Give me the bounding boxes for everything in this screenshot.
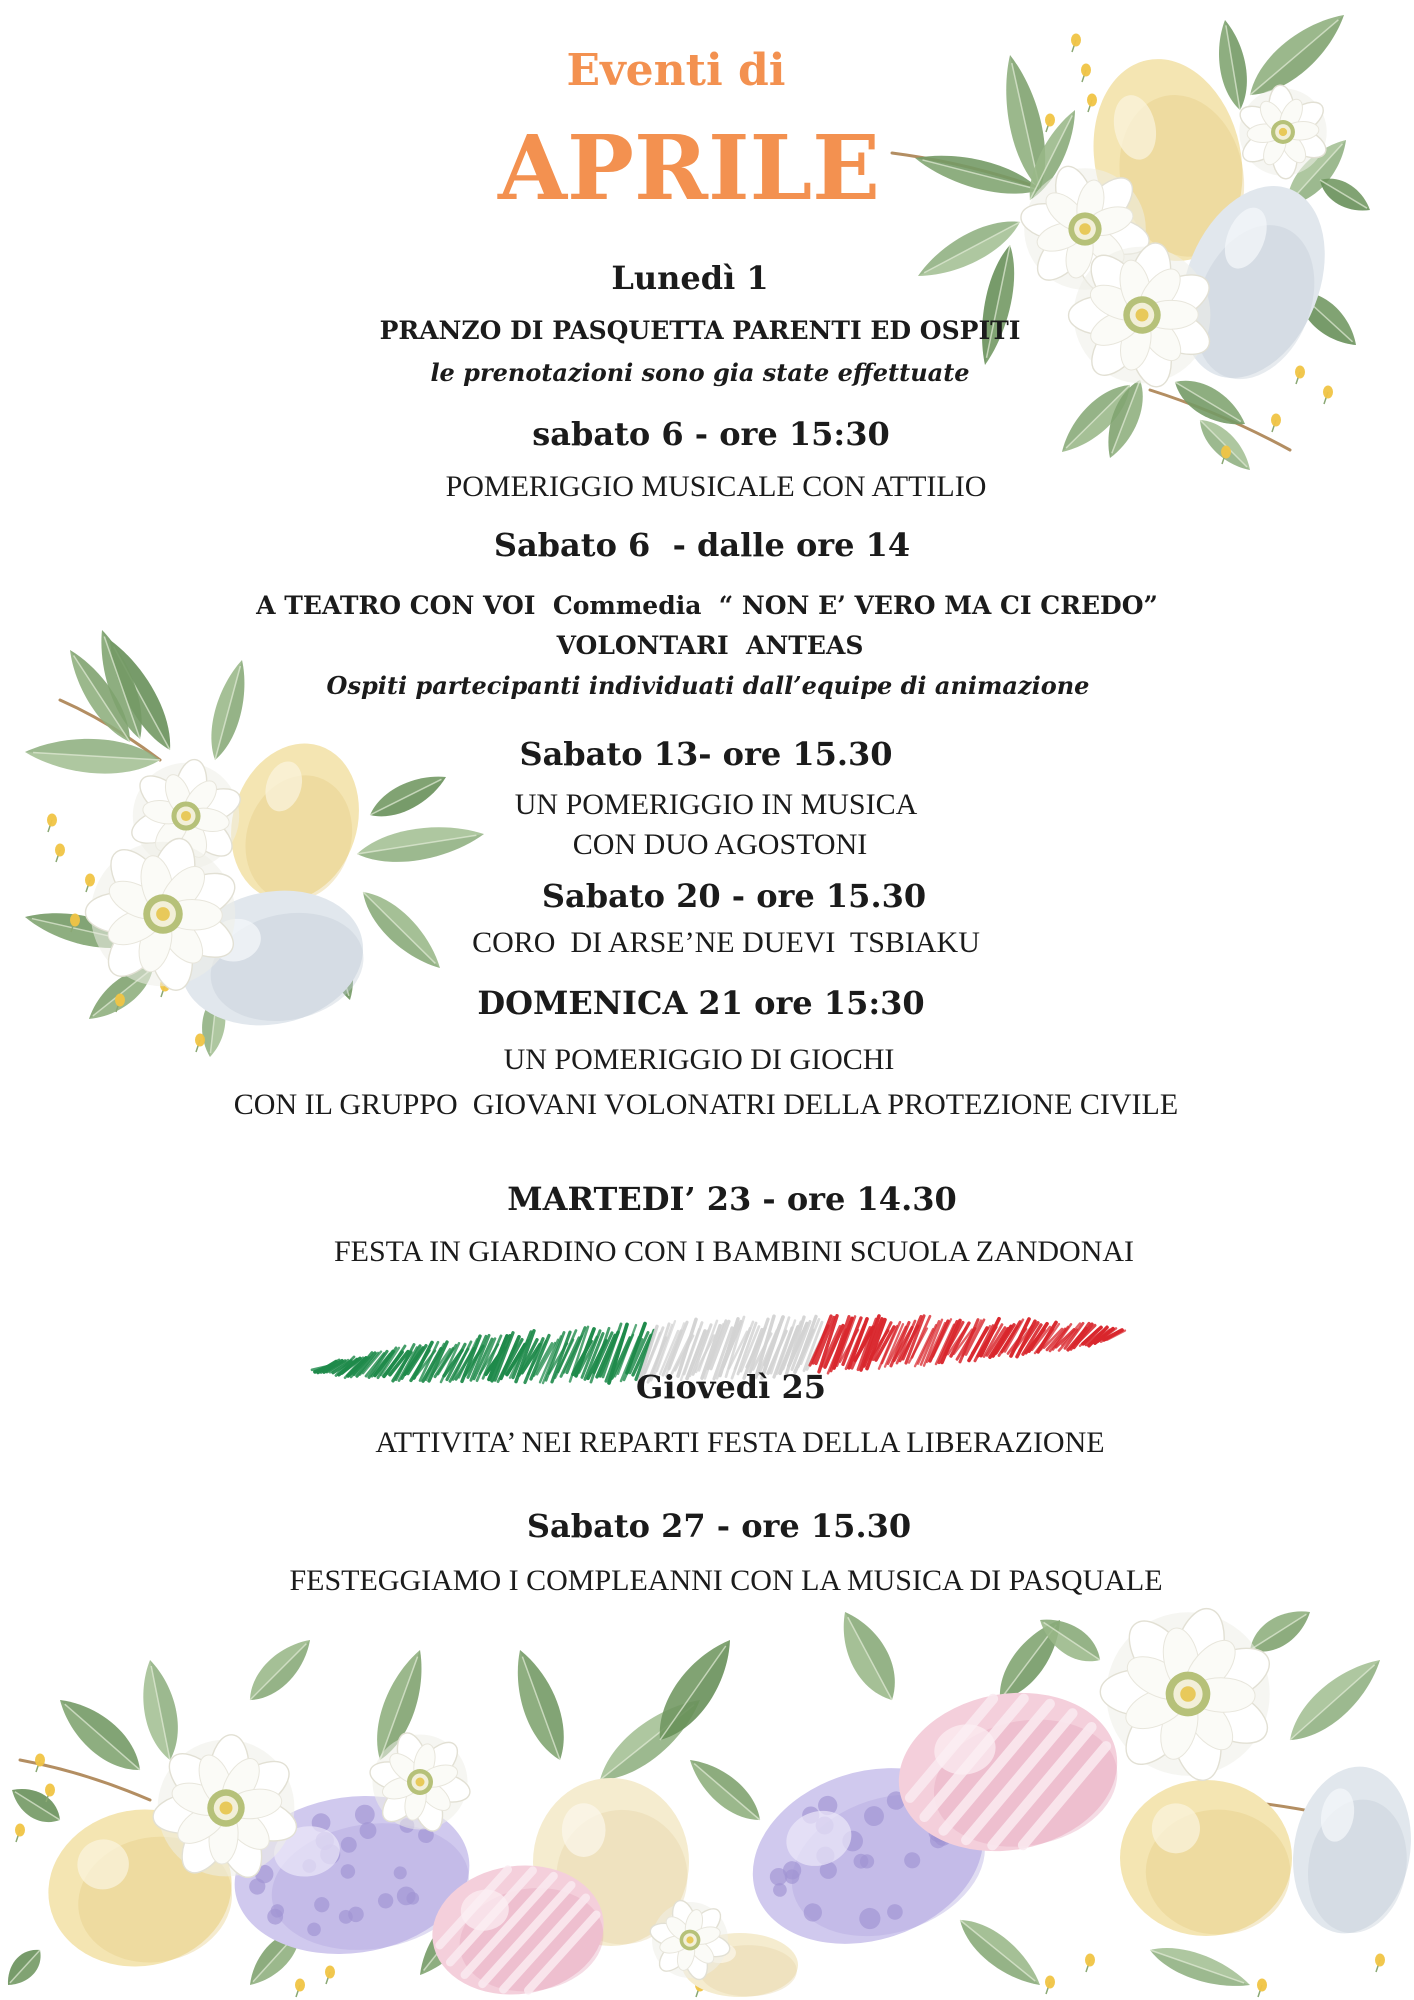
event-title: PRANZO DI PASQUETTA PARENTI ED OSPITI [379,316,1021,345]
yellow-bud [1221,446,1231,459]
egg-highlight [562,1803,606,1857]
flower-center [686,1936,693,1943]
leaf-vein [65,1704,140,1770]
event-date-heading: Sabato 20 - ore 15.30 [541,877,927,915]
leaf-vein [694,1764,760,1820]
leaf-icon [972,242,1022,367]
event-date-heading: Giovedì 25 [636,1368,826,1406]
yellow-bud [195,1034,205,1047]
leaf-vein [363,892,435,963]
yellow-bud [1271,414,1281,427]
yellow-bud [1081,64,1091,77]
leaf-vein [1250,20,1338,95]
event-date-heading: Sabato 13- ore 15.30 [519,735,893,773]
leaf-icon [681,1749,770,1831]
event-description: FESTA IN GIARDINO CON I BAMBINI SCUOLA ZANDONAI [333,1235,1135,1268]
flower-center [1136,309,1149,322]
flower-center [416,1778,425,1787]
event-description: CON DUO AGOSTONI [572,828,868,861]
event-title: VOLONTARI ANTEAS [556,631,864,660]
flower-center [156,907,170,921]
poster-kicker: Eventi di [566,45,786,96]
yellow-bud [1045,114,1055,127]
event-description: CON IL GRUPPO GIOVANI VOLONATRI DELLA PROTEZIONE CIVILE [233,1088,1179,1121]
event-date-heading: DOMENICA 21 ore 15:30 [477,984,925,1022]
yellow-bud [1045,1976,1055,1989]
leaf-icon [0,1942,48,1992]
leaf-icon [135,1657,186,1763]
flower-center [181,811,191,821]
easter-egg-icon [1120,1780,1292,1936]
leaf-icon [1146,1938,1254,1997]
leaf-icon [1279,1647,1392,1753]
yellow-bud [295,1979,305,1992]
leaf-shade [1290,1660,1391,1753]
event-note: le prenotazioni sono gia state effettuate [430,358,970,387]
leaf-icon [504,1644,576,1766]
yellow-bud [1295,366,1305,379]
yellow-bud [15,1824,25,1837]
yellow-bud [1257,1979,1267,1992]
event-title: A TEATRO CON VOI Commedia “ NON E’ VERO MA CI CREDO” [256,591,1158,620]
leaf-icon [5,1779,67,1831]
leaf-icon [203,657,255,764]
yellow-bud [1087,94,1097,107]
event-date-heading: sabato 6 - ore 15:30 [532,415,890,453]
yellow-bud [1085,1954,1095,1967]
yellow-bud [47,814,57,827]
leaf-icon [645,1629,745,1750]
poster-month-title: APRILE [498,115,880,220]
leaf-shade [951,1920,1040,1996]
yellow-bud [115,994,125,1007]
event-date-heading: Sabato 6 - dalle ore 14 [493,526,911,564]
leaf-shade [353,892,440,978]
leaf-icon [355,819,487,870]
event-description: FESTEGGIAMO I COMPLEANNI CON LA MUSICA DI PASQUALE [289,1564,1163,1597]
leaf-vein [1290,1665,1375,1740]
leaf-icon [951,1909,1049,1996]
yellow-bud [70,914,80,927]
event-description: ATTIVITA’ NEI REPARTI FESTA DELLA LIBERAZIONE [375,1426,1105,1459]
yellow-bud [35,1754,45,1767]
white-flower-icon [1100,1603,1278,1784]
leaf-icon [240,1630,320,1710]
event-date-heading: MARTEDI’ 23 - ore 14.30 [507,1180,957,1218]
flower-center [1180,1686,1195,1701]
event-description: CORO DI ARSE’NE DUEVI TSBIAKU [472,926,980,959]
leaf-icon [364,766,451,827]
easter-egg-icon [1280,1757,1414,1943]
flower-center [1279,128,1287,136]
floral-decoration-bottom [0,1600,1414,2000]
yellow-bud [55,844,65,857]
event-description: POMERIGGIO MUSICALE CON ATTILIO [445,470,987,503]
event-description: UN POMERIGGIO DI GIOCHI [503,1043,895,1076]
yellow-bud [85,874,95,887]
leaf-icon [829,1603,909,1708]
event-description: UN POMERIGGIO IN MUSICA [514,788,918,821]
yellow-bud [45,1784,55,1797]
leaf-icon [353,882,450,978]
yellow-bud [325,1966,335,1979]
leaf-icon [24,735,161,777]
yellow-bud [1071,34,1081,47]
event-date-heading: Sabato 27 - ore 15.30 [526,1507,912,1545]
floral-decoration-top-right [892,2,1376,478]
event-note: Ospiti partecipanti individuati dall’equipe di animazione [326,671,1090,700]
leaf-vein [660,1646,726,1740]
flower-center [1079,223,1091,235]
leaf-vein [960,1920,1035,1981]
yellow-bud [1323,386,1333,399]
leaf-vein [250,1644,306,1700]
egg-highlight [1152,1803,1200,1853]
yellow-bud [1375,1954,1385,1967]
event-date-heading: Lunedì 1 [611,259,769,297]
flower-center [220,1802,233,1815]
